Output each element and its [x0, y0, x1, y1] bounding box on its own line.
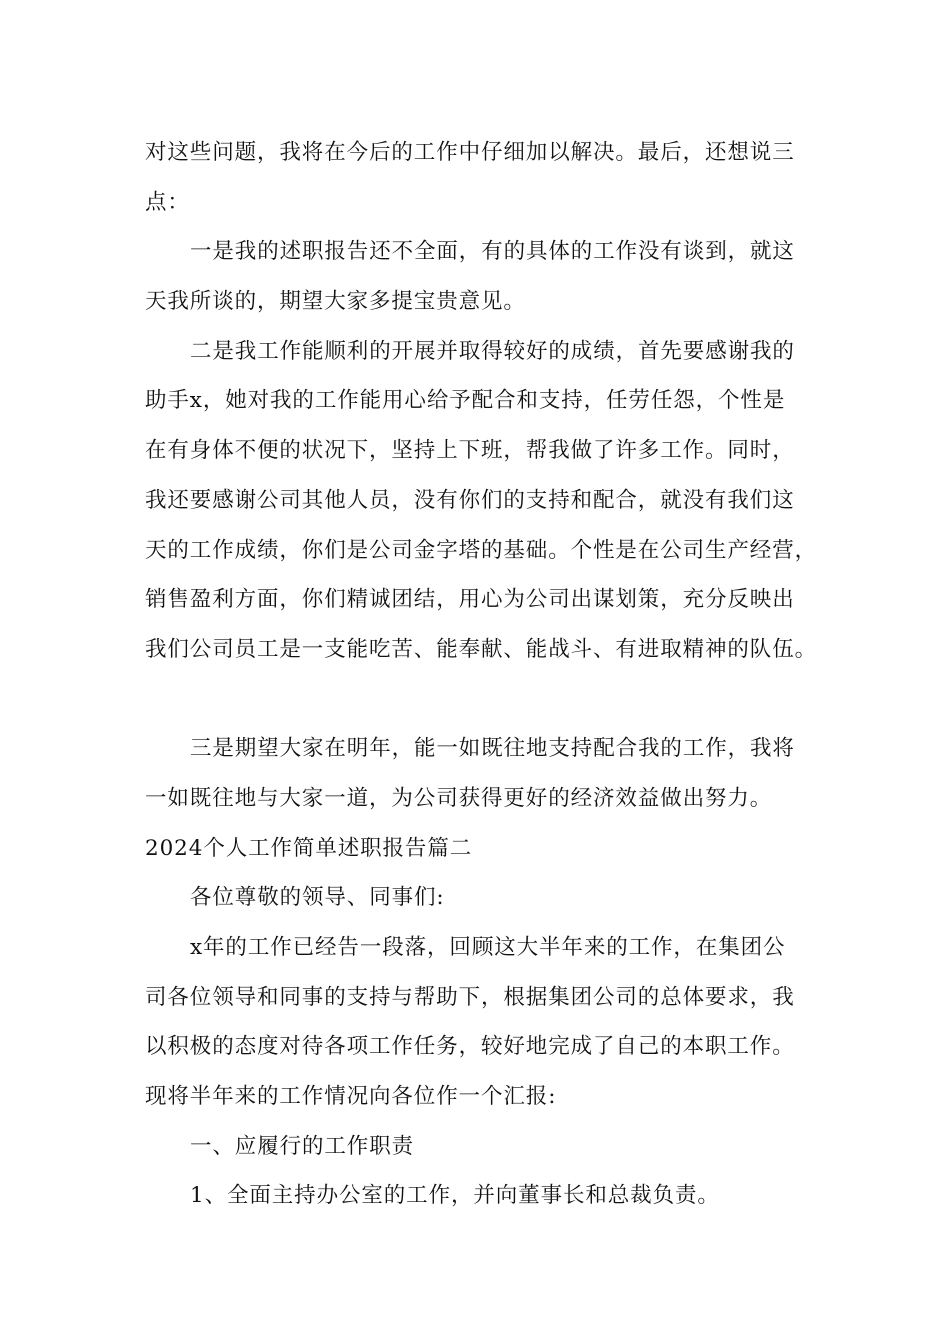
- paragraph-line: 在有身体不便的状况下，坚持上下班，帮我做了许多工作。同时，: [145, 438, 795, 464]
- paragraph-line: 天的工作成绩，你们是公司金字塔的基础。个性是在公司生产经营，: [145, 537, 818, 563]
- list-item: 1、全面主持办公室的工作，并向董事长和总裁负责。: [190, 1183, 720, 1209]
- blank-line: [145, 675, 825, 725]
- subsection-heading: 一、应履行的工作职责: [190, 1133, 415, 1159]
- paragraph-line: 我们公司员工是一支能吃苦、能奉献、能战斗、有进取精神的队伍。: [145, 636, 818, 662]
- paragraph-line: 一如既往地与大家一道，为公司获得更好的经济效益做出努力。: [145, 785, 773, 811]
- paragraph-line: 对这些问题，我将在今后的工作中仔细加以解决。最后，还想说三: [145, 140, 795, 165]
- paragraph-line: 以积极的态度对待各项工作任务，较好地完成了自己的本职工作。: [145, 1034, 795, 1060]
- paragraph-line: 三是期望大家在明年，能一如既往地支持配合我的工作，我将: [190, 736, 795, 762]
- document-page: [145, 128, 825, 1221]
- paragraph-line: 一是我的述职报告还不全面，有的具体的工作没有谈到，就这: [190, 239, 795, 265]
- section-heading: 2024个人工作简单述职报告篇二: [145, 835, 473, 861]
- salutation: 各位尊敬的领导、同事们:: [190, 885, 445, 911]
- paragraph-line: 二是我工作能顺利的开展并取得较好的成绩，首先要感谢我的: [190, 338, 795, 364]
- paragraph-line: 天我所谈的，期望大家多提宝贵意见。: [145, 289, 526, 315]
- paragraph-line: 我还要感谢公司其他人员，没有你们的支持和配合，就没有我们这: [145, 487, 795, 513]
- paragraph-line: 助手x，她对我的工作能用心给予配合和支持，任劳任怨，个性是: [145, 388, 786, 414]
- paragraph-line: 现将半年来的工作情况向各位作一个汇报:: [145, 1084, 557, 1110]
- paragraph-line: 司各位领导和同事的支持与帮助下，根据集团公司的总体要求，我: [145, 984, 795, 1010]
- paragraph-line: 销售盈利方面，你们精诚团结，用心为公司出谋划策，充分反映出: [145, 587, 795, 613]
- paragraph-line: x年的工作已经告一段落，回顾这大半年来的工作，在集团公: [190, 935, 786, 960]
- paragraph-line: 点：: [145, 189, 190, 215]
